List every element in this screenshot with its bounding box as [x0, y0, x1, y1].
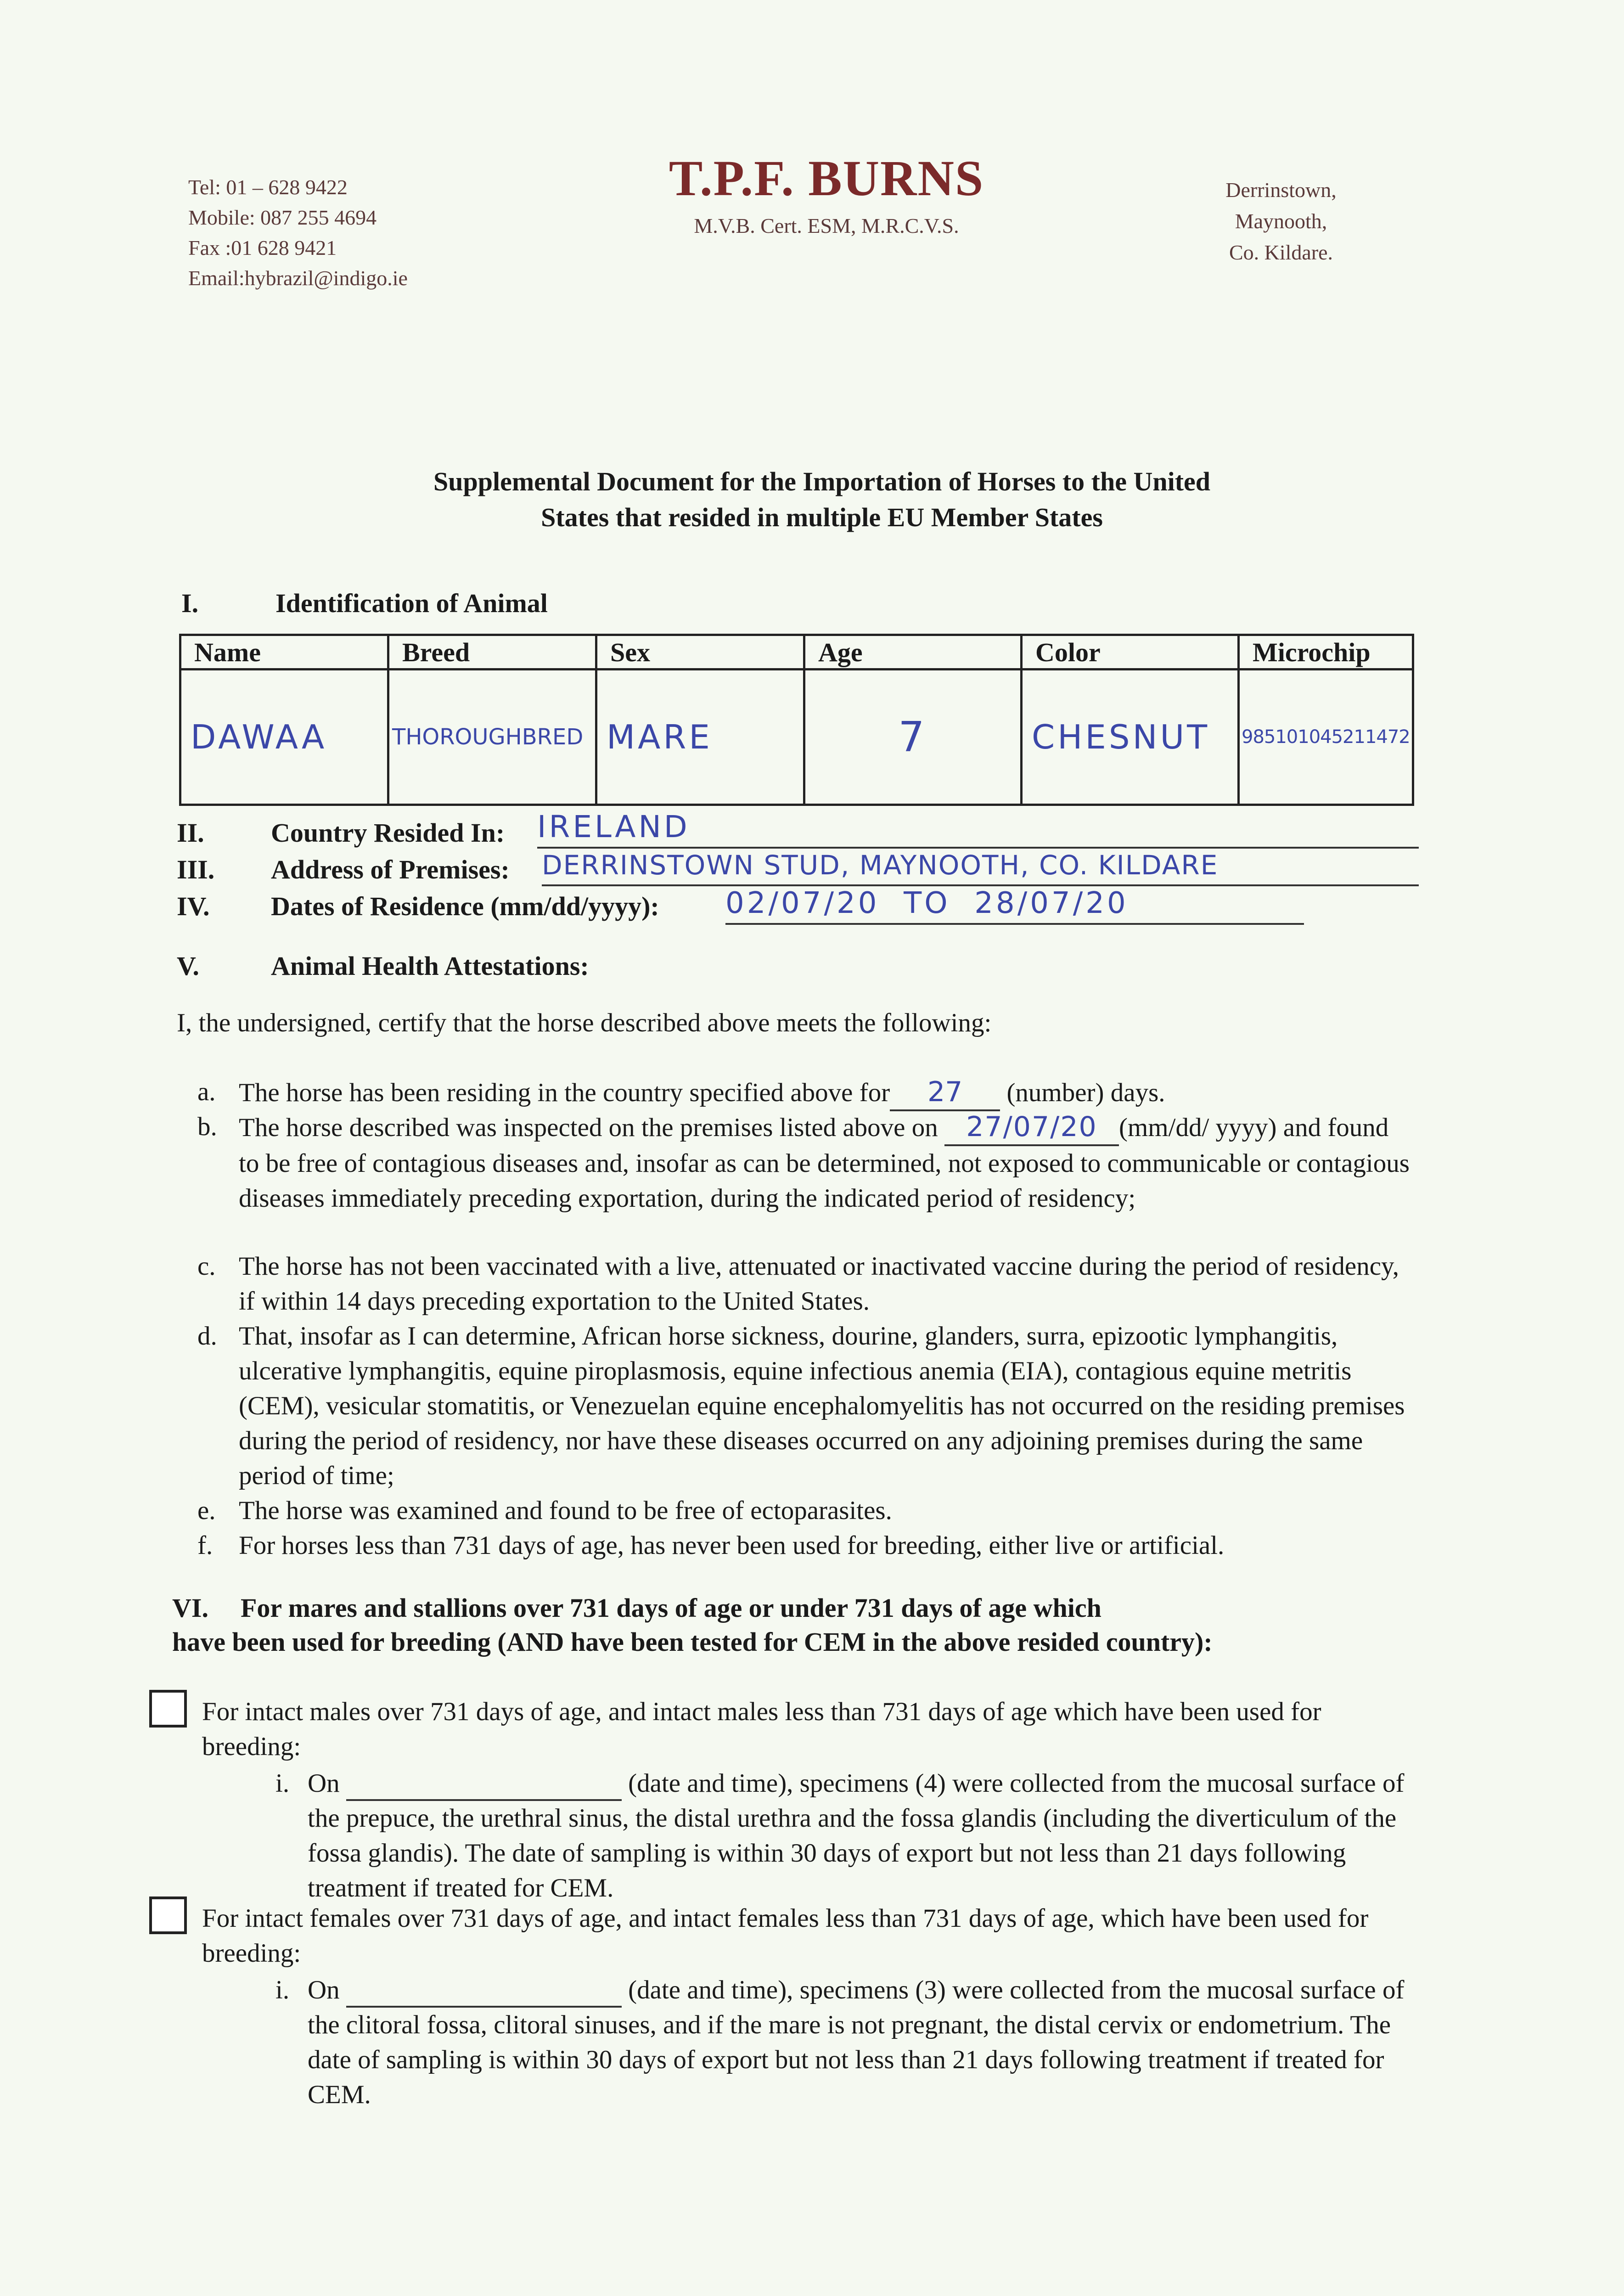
header-microchip: Microchip	[1239, 635, 1413, 670]
males-checkbox[interactable]	[149, 1690, 187, 1728]
address-line1: Derrinstown,	[1225, 178, 1337, 202]
document-title	[275, 464, 1368, 535]
females-specimen-text: On (date and time), specimens (3) were collected from the mucosal surface of the clitoral fossa, clitoral sinuses, and if the mare is not pregnant, the distal cervix or endometrium. The date of sampling is within 30 days of export but not less than 21 days following treatment if treated for CEM.	[308, 1975, 1405, 2109]
table-header-row	[180, 635, 1413, 670]
section5-number: V.	[177, 951, 199, 981]
contact-details	[188, 172, 408, 293]
fax: Fax :01 628 9421	[188, 236, 337, 259]
cell-age: 7	[804, 670, 1022, 805]
attestation-intro: I, the undersigned, certify that the horse described above meets the following:	[177, 1008, 992, 1037]
vet-qualifications: M.V.B. Cert. ESM, M.R.C.V.S.	[694, 214, 959, 237]
table-row	[180, 670, 1413, 805]
country-field: IRELAND	[537, 809, 1419, 849]
section6-number: VI.	[172, 1593, 208, 1623]
section3-label: Address of Premises:	[271, 855, 510, 884]
title-line2: States that resided in multiple EU Member States	[541, 502, 1103, 532]
header-sex: Sex	[596, 635, 804, 670]
cell-breed: THOROUGHBRED	[388, 670, 596, 805]
females-item-number: i.	[275, 1975, 290, 2004]
cell-microchip: 985101045211472	[1239, 670, 1413, 805]
tel: Tel: 01 – 628 9422	[188, 175, 348, 199]
section4-number: IV.	[177, 891, 210, 921]
males-text: For intact males over 731 days of age, and intact males less than 731 days of age which have been used for breeding:	[202, 1697, 1321, 1761]
females-checkbox[interactable]	[149, 1896, 187, 1934]
males-item-number: i.	[275, 1769, 290, 1798]
section4-label: Dates of Residence (mm/dd/yyyy):	[271, 891, 659, 921]
inspection-date-field: 27/07/20	[944, 1109, 1119, 1146]
vet-name: T.P.F. BURNS	[669, 150, 984, 206]
header-color: Color	[1022, 635, 1239, 670]
animal-identification-table	[179, 634, 1414, 806]
header-name: Name	[180, 635, 388, 670]
email: Email:hybrazil@indigo.ie	[188, 266, 408, 290]
header-age: Age	[804, 635, 1022, 670]
vet-address	[1205, 174, 1357, 268]
section1-number: I.	[181, 588, 199, 618]
address-field: DERRINSTOWN STUD, MAYNOOTH, CO. KILDARE	[542, 850, 1419, 886]
section2-number: II.	[177, 818, 204, 848]
address-line3: Co. Kildare.	[1229, 241, 1333, 264]
males-date-field[interactable]	[346, 1775, 622, 1801]
section1-label: Identification of Animal	[275, 588, 548, 618]
cell-sex: MARE	[596, 670, 804, 805]
cell-color: CHESNUT	[1022, 670, 1239, 805]
header-breed: Breed	[388, 635, 596, 670]
address-line2: Maynooth,	[1235, 209, 1327, 233]
females-text: For intact females over 731 days of age, and intact females less than 731 days of age, which have been used for breeding:	[202, 1904, 1369, 1968]
section5-label: Animal Health Attestations:	[271, 951, 589, 981]
mobile: Mobile: 087 255 4694	[188, 206, 377, 229]
title-line1: Supplemental Document for the Importation of Horses to the United	[433, 467, 1211, 496]
residence-days-field: 27	[890, 1075, 1000, 1111]
section6-heading: VI. For mares and stallions over 731 days of age or under 731 days of age which have been used for breeding (AND have been tested for CEM in the above resided country):	[172, 1593, 1213, 1657]
females-date-field[interactable]	[346, 1982, 622, 2008]
males-specimen-text: On (date and time), specimens (4) were collected from the mucosal surface of the prepuce, the urethral sinus, the distal urethra and the fossa glandis (including the diverticulum of the fossa glandis). The date of sampling is within 30 days of export but not less than 21 days following treatment if treated for CEM.	[308, 1769, 1405, 1902]
cell-name: DAWAA	[180, 670, 388, 805]
dates-field: 02/07/20 TO 28/07/20	[725, 886, 1304, 925]
section2-label: Country Resided In:	[271, 818, 505, 848]
section3-number: III.	[177, 855, 215, 884]
